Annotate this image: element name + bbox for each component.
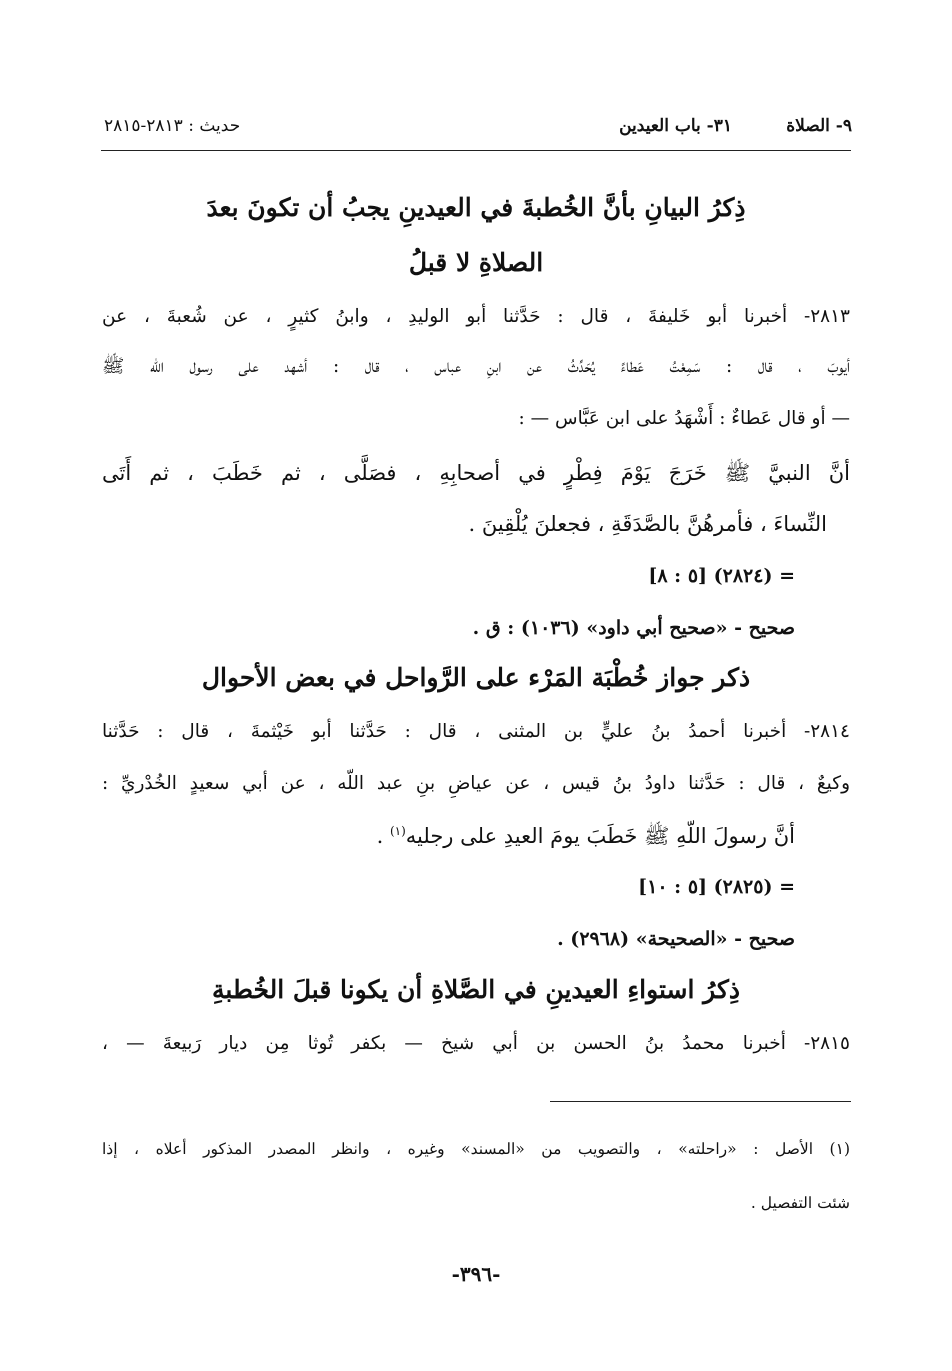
header-chapter: ٩- الصلاة: [786, 116, 852, 136]
section-title: ذِكرُ استواءِ العيدينِ في الصَّلاةِ أن يكونا قبلَ الخُطبةِ: [212, 975, 740, 1004]
matn-end: .: [376, 824, 390, 848]
matn-line: أنَّ النبيَّ ﷺ خَرَجَ يَوْمَ فِطْرٍ في أصحابِهِ ، فصَلَّى ، ثم خَطَبَ ، ثم أَتَى: [102, 461, 850, 485]
cross-reference: = (٢٨٢٤) [٥ : ٨]: [648, 565, 795, 587]
matn-line: النِّساءَ ، فأمرهُنَّ بالصَّدَقَةِ ، فجعلنَ يُلْقِينَ .: [468, 512, 827, 536]
section-title: ذكر جواز خُطْبَة المَرْء على الرَّواحل في بعض الأحوال: [201, 663, 751, 692]
grading: صحيح - «الصحيحة» (٢٩٦٨) .: [557, 928, 795, 950]
matn-text: أنَّ رسولَ اللّهِ ﷺ خَطَبَ يومَ العيدِ على رجليه: [405, 824, 795, 848]
header-hadith-range: حديث : ٢٨١٣-٢٨١٥: [104, 116, 241, 136]
section-title: ذِكرُ البيانِ بأنَّ الخُطبةَ في العيدينِ يجبُ أن تكونَ بعدَ: [206, 193, 746, 222]
isnad-line: وكيعٌ ، قال : حَدَّثنا داودُ بنُ قيس ، عن عياضِ بنِ عبد اللّه ، عن أبي سعيدٍ الخُدْريِّ :: [102, 773, 850, 794]
header-rule: [101, 150, 851, 151]
isnad-line: ٢٨١٣- أخبرنا أبو خَليفةَ ، قال : حَدَّثنا أبو الوليدِ ، وابنُ كثيرٍ ، عن شُعبةَ ، عن: [102, 306, 850, 327]
footnote-rule: [550, 1101, 851, 1102]
footnote-marker[interactable]: (١): [389, 824, 406, 838]
isnad-line: أيوبَ ، قال : سَمِعْتُ عَطاءً يُحَدِّثُ عن ابنِ عباس ، قال : أشهد على رسول اللّه ﷺ: [102, 356, 850, 377]
matn-line: [377, 823, 795, 854]
header-section: ٣١- باب العيدين: [619, 116, 732, 136]
page-number: -٣٩٦-: [451, 1262, 501, 1286]
grading: صحيح - «صحيح أبي داود» (١٠٣٦) : ق .: [472, 617, 795, 639]
cross-reference: = (٢٨٢٥) [٥ : ١٠]: [638, 876, 795, 898]
isnad-line: — أو قال عَطاءٌ : أَشْهَدُ على ابن عَبَّاس — :: [518, 408, 850, 429]
isnad-line: ٢٨١٤- أخبرنا أحمدُ بنُ عليٍّ بن المثنى ، قال : حَدَّثنا أبو خَيْثمةَ ، قال : حَدَّثنا: [102, 721, 850, 742]
footnote-text-continued: شئت التفصيل .: [750, 1194, 850, 1212]
isnad-line: ٢٨١٥- أخبرنا محمدُ بنُ الحسن بن أبي شيخ — بكفر تُوثا مِن ديار رَبيعةَ — ،: [102, 1033, 850, 1054]
section-title-continued: الصلاةِ لا قبلُ: [408, 248, 544, 277]
footnote-text: (١) الأصل : «راحلته» ، والتصويب من «المسند» وغيره ، وانظر المصدر المذكور أعلاه ، إذا: [102, 1140, 850, 1158]
